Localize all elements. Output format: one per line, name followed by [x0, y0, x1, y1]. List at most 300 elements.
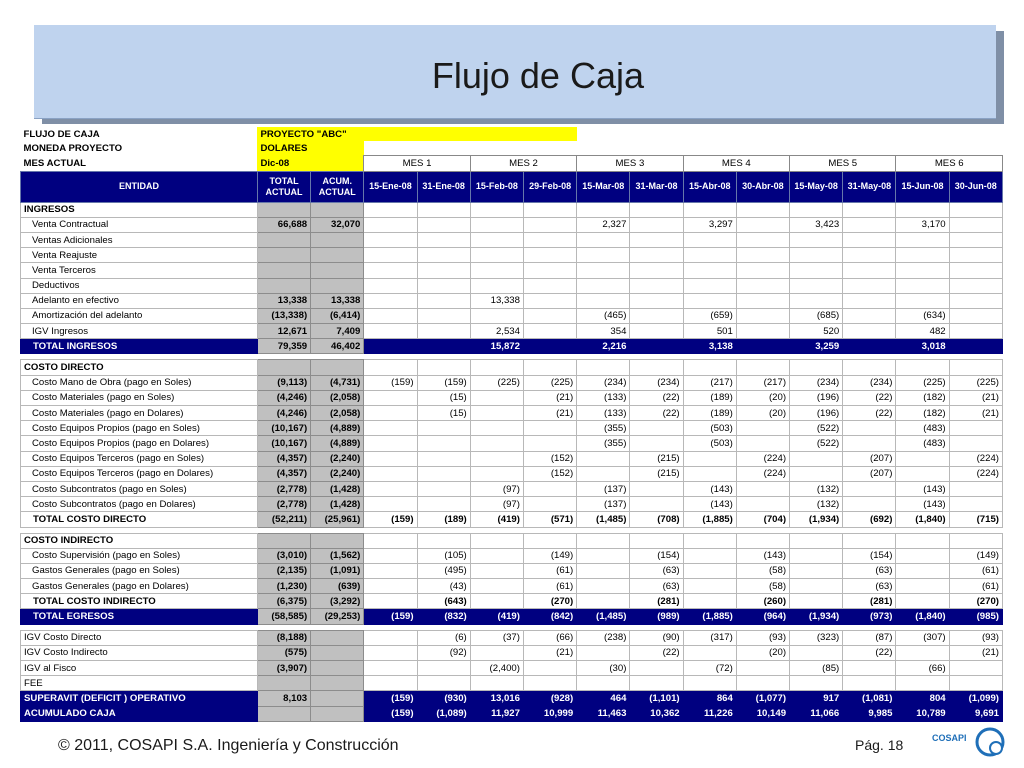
- period-value-cell: [736, 676, 789, 691]
- section-label: COSTO DIRECTO: [21, 360, 258, 375]
- row-label: IGV Costo Directo: [21, 630, 258, 645]
- period-value-cell: (21): [523, 390, 576, 405]
- period-value-cell: [790, 278, 843, 293]
- header-info-row: [21, 127, 1003, 141]
- period-value-cell: (715): [949, 512, 1002, 527]
- period-value-cell: (152): [523, 466, 576, 481]
- period-value-cell: [364, 645, 417, 660]
- total-actual-cell: 12,671: [257, 324, 310, 339]
- acum-actual-cell: (6,414): [311, 308, 364, 323]
- period-value-cell: (143): [683, 497, 736, 512]
- period-value-cell: [417, 436, 470, 451]
- period-value-cell: (217): [736, 375, 789, 390]
- period-value-cell: [470, 548, 523, 563]
- period-value-cell: [896, 263, 949, 278]
- total-row: [21, 691, 1003, 706]
- period-value-cell: (43): [417, 579, 470, 594]
- month-header: MES 3: [577, 156, 683, 171]
- period-value-cell: (355): [577, 436, 630, 451]
- period-value-cell: (154): [630, 548, 683, 563]
- period-value-cell: (61): [949, 563, 1002, 578]
- total-actual-cell: [257, 248, 310, 263]
- period-value-cell: [523, 263, 576, 278]
- month-header: MES 4: [683, 156, 789, 171]
- period-value-cell: [790, 563, 843, 578]
- total-row: [21, 339, 1003, 354]
- period-value-cell: [896, 548, 949, 563]
- period-value-cell: [949, 339, 1002, 354]
- period-value-cell: [790, 676, 843, 691]
- period-value-cell: [417, 481, 470, 496]
- column-header-date: 15-Mar-08: [577, 171, 630, 202]
- column-header-entidad: ENTIDAD: [21, 171, 258, 202]
- value-cell: [683, 360, 736, 375]
- period-value-cell: 864: [683, 691, 736, 706]
- total-cell: [257, 533, 310, 548]
- period-value-cell: [577, 263, 630, 278]
- row-label: Costo Equipos Propios (pago en Soles): [21, 421, 258, 436]
- period-value-cell: [736, 263, 789, 278]
- period-value-cell: (419): [470, 609, 523, 624]
- line-item-row: [21, 466, 1003, 481]
- line-item-row: [21, 375, 1003, 390]
- line-item-row: [21, 390, 1003, 405]
- value-cell: [630, 202, 683, 217]
- acum-actual-cell: (4,889): [311, 436, 364, 451]
- period-value-cell: [523, 308, 576, 323]
- value-cell: [417, 202, 470, 217]
- period-value-cell: [470, 406, 523, 421]
- row-label: Costo Equipos Propios (pago en Dolares): [21, 436, 258, 451]
- period-value-cell: (281): [843, 594, 896, 609]
- period-value-cell: (483): [896, 421, 949, 436]
- period-value-cell: [896, 594, 949, 609]
- row-label: Costo Mano de Obra (pago en Soles): [21, 375, 258, 390]
- period-value-cell: [736, 339, 789, 354]
- period-value-cell: (154): [843, 548, 896, 563]
- row-label: Costo Supervisión (pago en Soles): [21, 548, 258, 563]
- period-value-cell: [364, 308, 417, 323]
- period-value-cell: [364, 248, 417, 263]
- period-value-cell: (196): [790, 406, 843, 421]
- period-value-cell: (61): [949, 579, 1002, 594]
- row-label: Ventas Adicionales: [21, 232, 258, 247]
- period-value-cell: [364, 278, 417, 293]
- period-value-cell: 520: [790, 324, 843, 339]
- period-value-cell: (207): [843, 451, 896, 466]
- period-value-cell: [736, 324, 789, 339]
- header-value: Dic-08: [257, 156, 363, 171]
- value-cell: [896, 360, 949, 375]
- period-value-cell: [470, 278, 523, 293]
- period-value-cell: (281): [630, 594, 683, 609]
- acum-actual-cell: [311, 661, 364, 676]
- period-value-cell: (964): [736, 609, 789, 624]
- period-value-cell: [790, 645, 843, 660]
- period-value-cell: [736, 278, 789, 293]
- acum-actual-cell: (2,240): [311, 466, 364, 481]
- acum-actual-cell: [311, 630, 364, 645]
- period-value-cell: [364, 661, 417, 676]
- total-actual-cell: (6,375): [257, 594, 310, 609]
- column-header-date: 15-Abr-08: [683, 171, 736, 202]
- line-item-row: [21, 645, 1003, 660]
- acum-actual-cell: (3,292): [311, 594, 364, 609]
- period-value-cell: (63): [843, 579, 896, 594]
- company-logo-text: COSAPI: [932, 733, 967, 743]
- period-value-cell: [896, 563, 949, 578]
- row-label: Venta Reajuste: [21, 248, 258, 263]
- period-value-cell: [790, 548, 843, 563]
- period-value-cell: 15,872: [470, 339, 523, 354]
- period-value-cell: [683, 594, 736, 609]
- period-value-cell: [896, 278, 949, 293]
- total-actual-cell: (1,230): [257, 579, 310, 594]
- value-cell: [630, 360, 683, 375]
- acum-actual-cell: 46,402: [311, 339, 364, 354]
- period-value-cell: [683, 248, 736, 263]
- period-value-cell: [364, 563, 417, 578]
- value-cell: [790, 533, 843, 548]
- period-value-cell: [949, 421, 1002, 436]
- month-header: MES 6: [896, 156, 1003, 171]
- period-value-cell: (21): [949, 390, 1002, 405]
- cash-flow-table: [20, 127, 1003, 722]
- period-value-cell: [683, 232, 736, 247]
- period-value-cell: [736, 293, 789, 308]
- period-value-cell: [630, 661, 683, 676]
- period-value-cell: [896, 579, 949, 594]
- total-actual-cell: (13,338): [257, 308, 310, 323]
- period-value-cell: (159): [364, 512, 417, 527]
- period-value-cell: (234): [630, 375, 683, 390]
- period-value-cell: [364, 421, 417, 436]
- period-value-cell: [523, 421, 576, 436]
- period-value-cell: [523, 278, 576, 293]
- period-value-cell: (928): [523, 691, 576, 706]
- period-value-cell: (503): [683, 436, 736, 451]
- period-value-cell: 10,999: [523, 706, 576, 721]
- period-value-cell: 9,691: [949, 706, 1002, 721]
- line-item-row: [21, 308, 1003, 323]
- period-value-cell: [364, 324, 417, 339]
- company-logo-icon: [972, 724, 1008, 760]
- period-value-cell: [364, 451, 417, 466]
- period-value-cell: 917: [790, 691, 843, 706]
- period-value-cell: (234): [577, 375, 630, 390]
- value-cell: [470, 202, 523, 217]
- period-value-cell: (419): [470, 512, 523, 527]
- period-value-cell: [470, 390, 523, 405]
- period-value-cell: [790, 248, 843, 263]
- period-value-cell: [417, 497, 470, 512]
- period-value-cell: [790, 293, 843, 308]
- row-label: TOTAL EGRESOS: [21, 609, 258, 624]
- period-value-cell: (1,089): [417, 706, 470, 721]
- period-value-cell: [949, 293, 1002, 308]
- period-value-cell: (522): [790, 421, 843, 436]
- row-label: Costo Subcontratos (pago en Dolares): [21, 497, 258, 512]
- period-value-cell: [736, 497, 789, 512]
- total-cell: [257, 360, 310, 375]
- period-value-cell: (217): [683, 375, 736, 390]
- period-value-cell: [417, 676, 470, 691]
- period-value-cell: [949, 436, 1002, 451]
- period-value-cell: (238): [577, 630, 630, 645]
- value-cell: [364, 360, 417, 375]
- period-value-cell: (196): [790, 390, 843, 405]
- value-cell: [364, 533, 417, 548]
- period-value-cell: (21): [949, 406, 1002, 421]
- period-value-cell: 13,016: [470, 691, 523, 706]
- period-value-cell: [523, 481, 576, 496]
- column-header-date: 15-Jun-08: [896, 171, 949, 202]
- period-value-cell: (92): [417, 645, 470, 660]
- total-row: [21, 706, 1003, 721]
- period-value-cell: (1,934): [790, 512, 843, 527]
- period-value-cell: [630, 232, 683, 247]
- total-actual-cell: (52,211): [257, 512, 310, 527]
- period-value-cell: [736, 232, 789, 247]
- period-value-cell: 9,985: [843, 706, 896, 721]
- period-value-cell: (159): [364, 609, 417, 624]
- acum-actual-cell: (2,240): [311, 451, 364, 466]
- acum-actual-cell: (639): [311, 579, 364, 594]
- row-label: IGV Costo Indirecto: [21, 645, 258, 660]
- period-value-cell: [790, 232, 843, 247]
- period-value-cell: [896, 451, 949, 466]
- period-value-cell: [630, 293, 683, 308]
- acum-actual-cell: (1,091): [311, 563, 364, 578]
- period-value-cell: [949, 232, 1002, 247]
- period-value-cell: [843, 248, 896, 263]
- row-label: Costo Materiales (pago en Dolares): [21, 406, 258, 421]
- period-value-cell: (215): [630, 466, 683, 481]
- period-value-cell: (1,099): [949, 691, 1002, 706]
- period-value-cell: (149): [949, 548, 1002, 563]
- period-value-cell: (22): [843, 390, 896, 405]
- row-label: Costo Equipos Terceros (pago en Dolares): [21, 466, 258, 481]
- period-value-cell: (66): [523, 630, 576, 645]
- period-value-cell: [364, 436, 417, 451]
- period-value-cell: [630, 436, 683, 451]
- period-value-cell: [364, 406, 417, 421]
- total-actual-cell: (2,135): [257, 563, 310, 578]
- value-cell: [736, 533, 789, 548]
- value-cell: [790, 360, 843, 375]
- period-value-cell: (37): [470, 630, 523, 645]
- period-value-cell: [417, 421, 470, 436]
- period-value-cell: (22): [843, 645, 896, 660]
- line-item-row: [21, 481, 1003, 496]
- period-value-cell: (63): [630, 579, 683, 594]
- period-value-cell: [630, 248, 683, 263]
- row-label: SUPERAVIT (DEFICIT ) OPERATIVO: [21, 691, 258, 706]
- line-item-row: [21, 579, 1003, 594]
- month-header: MES 1: [364, 156, 470, 171]
- period-value-cell: (224): [736, 466, 789, 481]
- total-actual-cell: [257, 263, 310, 278]
- column-header-total-line1: TOTAL: [269, 175, 299, 186]
- header-label: FLUJO DE CAJA: [23, 128, 100, 140]
- period-value-cell: (634): [896, 308, 949, 323]
- period-value-cell: [630, 339, 683, 354]
- period-value-cell: (215): [630, 451, 683, 466]
- value-cell: [577, 360, 630, 375]
- period-value-cell: [523, 661, 576, 676]
- period-value-cell: [523, 339, 576, 354]
- period-value-cell: (137): [577, 481, 630, 496]
- period-value-cell: [630, 217, 683, 232]
- period-value-cell: (143): [683, 481, 736, 496]
- period-value-cell: [949, 248, 1002, 263]
- period-value-cell: (22): [843, 406, 896, 421]
- line-item-row: [21, 406, 1003, 421]
- acum-actual-cell: (2,058): [311, 390, 364, 405]
- row-label: Deductivos: [21, 278, 258, 293]
- period-value-cell: [470, 645, 523, 660]
- period-value-cell: (58): [736, 563, 789, 578]
- value-cell: [843, 202, 896, 217]
- acum-actual-cell: [311, 706, 364, 721]
- line-item-row: [21, 278, 1003, 293]
- period-value-cell: (21): [523, 645, 576, 660]
- period-value-cell: [736, 217, 789, 232]
- period-value-cell: (1,485): [577, 609, 630, 624]
- header-info-row: [21, 141, 1003, 156]
- line-item-row: [21, 661, 1003, 676]
- period-value-cell: 3,018: [896, 339, 949, 354]
- period-value-cell: (15): [417, 406, 470, 421]
- period-value-cell: (182): [896, 406, 949, 421]
- period-value-cell: 3,259: [790, 339, 843, 354]
- line-item-row: [21, 263, 1003, 278]
- total-actual-cell: (9,113): [257, 375, 310, 390]
- period-value-cell: [417, 278, 470, 293]
- period-value-cell: (21): [949, 645, 1002, 660]
- total-actual-cell: [257, 278, 310, 293]
- acum-actual-cell: [311, 232, 364, 247]
- total-actual-cell: [257, 706, 310, 721]
- period-value-cell: [790, 579, 843, 594]
- period-value-cell: [843, 308, 896, 323]
- column-header-total: [257, 171, 310, 202]
- period-value-cell: (708): [630, 512, 683, 527]
- period-value-cell: (97): [470, 481, 523, 496]
- period-value-cell: (97): [470, 497, 523, 512]
- period-value-cell: [470, 579, 523, 594]
- period-value-cell: (2,400): [470, 661, 523, 676]
- period-value-cell: (270): [523, 594, 576, 609]
- period-value-cell: [843, 421, 896, 436]
- period-value-cell: [683, 293, 736, 308]
- period-value-cell: 464: [577, 691, 630, 706]
- period-value-cell: [417, 339, 470, 354]
- period-value-cell: [417, 293, 470, 308]
- period-value-cell: [364, 579, 417, 594]
- period-value-cell: [470, 248, 523, 263]
- column-header-date: 31-May-08: [843, 171, 896, 202]
- period-value-cell: (105): [417, 548, 470, 563]
- period-value-cell: (93): [949, 630, 1002, 645]
- period-value-cell: (1,885): [683, 609, 736, 624]
- period-value-cell: [364, 548, 417, 563]
- total-actual-cell: [257, 232, 310, 247]
- period-value-cell: (323): [790, 630, 843, 645]
- period-value-cell: [949, 263, 1002, 278]
- period-value-cell: [523, 436, 576, 451]
- period-value-cell: [683, 278, 736, 293]
- period-value-cell: (1,081): [843, 691, 896, 706]
- period-value-cell: 11,066: [790, 706, 843, 721]
- section-header-row: [21, 360, 1003, 375]
- period-value-cell: [683, 579, 736, 594]
- acum-actual-cell: [311, 645, 364, 660]
- period-value-cell: 482: [896, 324, 949, 339]
- period-value-cell: 501: [683, 324, 736, 339]
- period-value-cell: (224): [949, 451, 1002, 466]
- value-cell: [577, 533, 630, 548]
- column-header-date: 15-Ene-08: [364, 171, 417, 202]
- value-cell: [577, 202, 630, 217]
- period-value-cell: [417, 308, 470, 323]
- value-cell: [896, 202, 949, 217]
- period-value-cell: (704): [736, 512, 789, 527]
- acum-actual-cell: (25,961): [311, 512, 364, 527]
- period-value-cell: [843, 217, 896, 232]
- period-value-cell: (985): [949, 609, 1002, 624]
- row-label: TOTAL INGRESOS: [21, 339, 258, 354]
- period-value-cell: (137): [577, 497, 630, 512]
- period-value-cell: [683, 263, 736, 278]
- period-value-cell: (1,840): [896, 512, 949, 527]
- period-value-cell: [683, 466, 736, 481]
- line-item-row: [21, 436, 1003, 451]
- period-value-cell: (1,934): [790, 609, 843, 624]
- acum-actual-cell: (4,731): [311, 375, 364, 390]
- period-value-cell: 2,327: [577, 217, 630, 232]
- period-value-cell: (1,885): [683, 512, 736, 527]
- period-value-cell: 2,534: [470, 324, 523, 339]
- row-label: TOTAL COSTO INDIRECTO: [21, 594, 258, 609]
- period-value-cell: (659): [683, 308, 736, 323]
- line-item-row: [21, 676, 1003, 691]
- period-value-cell: [630, 263, 683, 278]
- period-value-cell: (15): [417, 390, 470, 405]
- row-label: Costo Equipos Terceros (pago en Soles): [21, 451, 258, 466]
- total-cell: [257, 202, 310, 217]
- total-actual-cell: (4,246): [257, 390, 310, 405]
- period-value-cell: (159): [364, 706, 417, 721]
- period-value-cell: (930): [417, 691, 470, 706]
- period-value-cell: [896, 466, 949, 481]
- row-label: IGV al Fisco: [21, 661, 258, 676]
- row-label: Adelanto en efectivo: [21, 293, 258, 308]
- value-cell: [683, 202, 736, 217]
- period-value-cell: [470, 466, 523, 481]
- period-value-cell: [577, 293, 630, 308]
- period-value-cell: (20): [736, 645, 789, 660]
- period-value-cell: (483): [896, 436, 949, 451]
- period-value-cell: [949, 324, 1002, 339]
- period-value-cell: (189): [683, 390, 736, 405]
- period-value-cell: [364, 293, 417, 308]
- period-value-cell: [523, 293, 576, 308]
- line-item-row: [21, 451, 1003, 466]
- total-actual-cell: (58,585): [257, 609, 310, 624]
- period-value-cell: [736, 661, 789, 676]
- period-value-cell: [577, 466, 630, 481]
